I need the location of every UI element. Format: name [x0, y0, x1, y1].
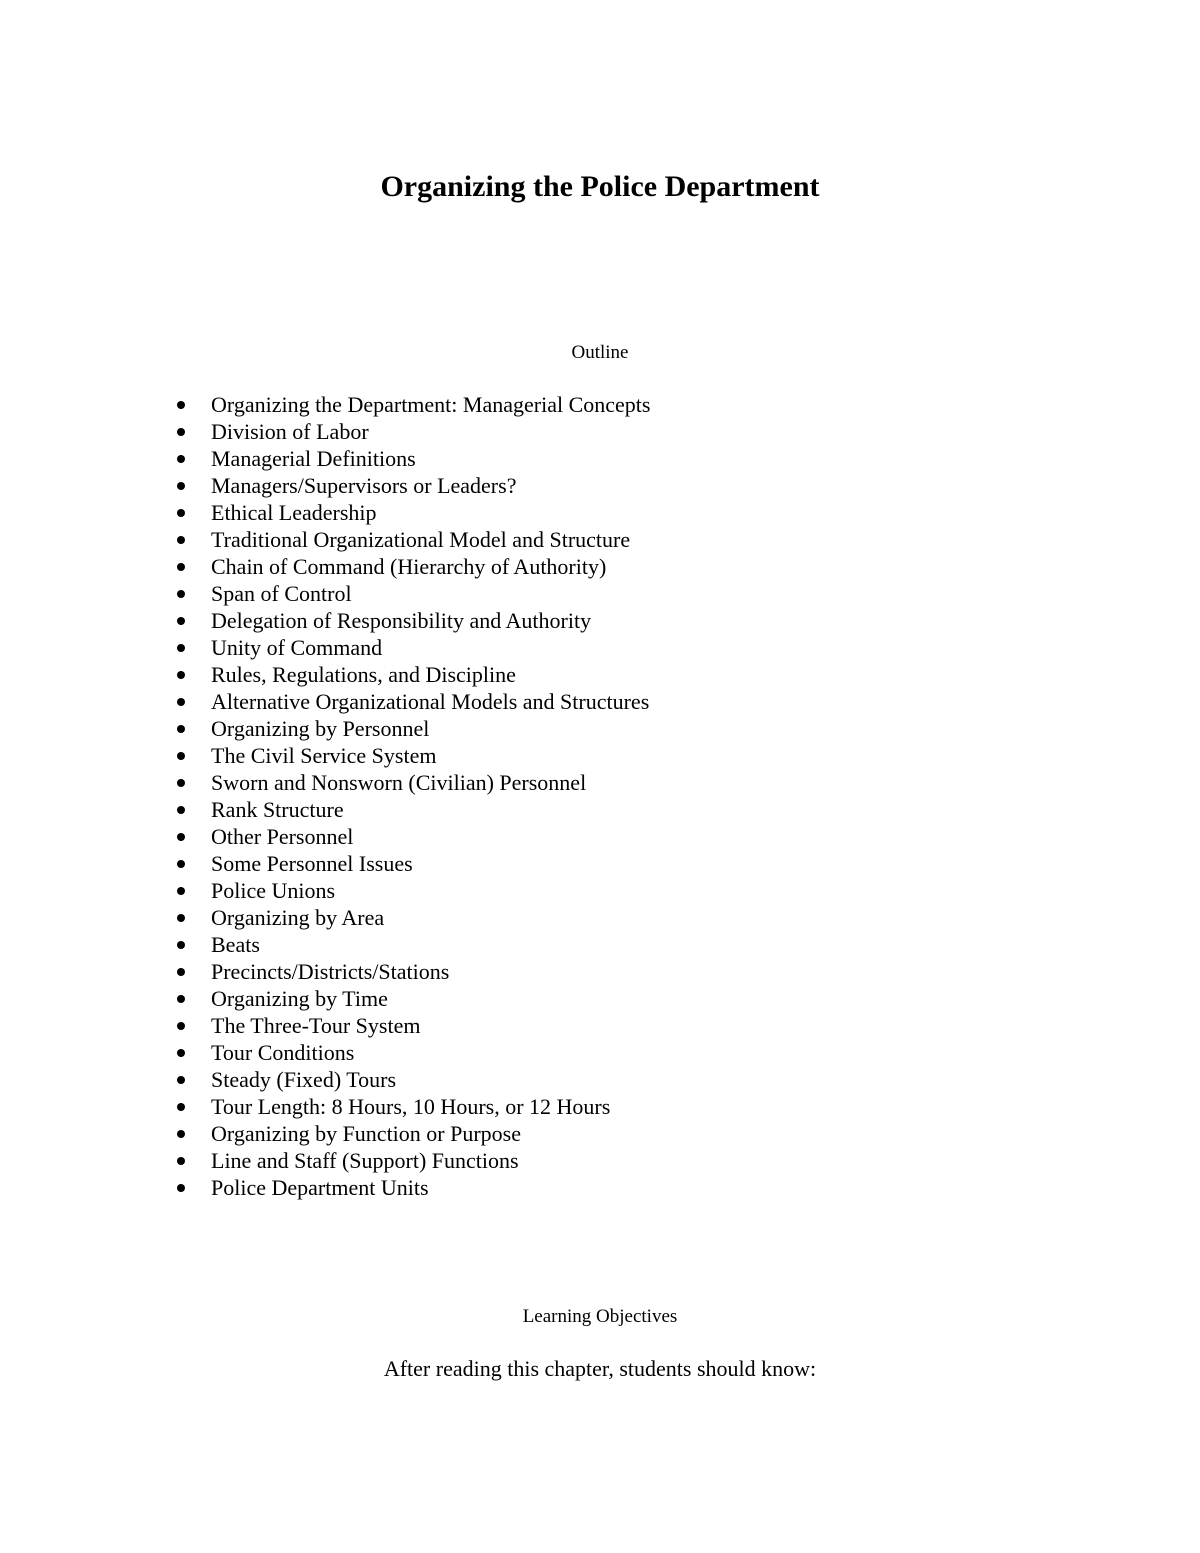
list-item-label: Delegation of Responsibility and Authority	[211, 608, 592, 633]
list-item-label: Traditional Organizational Model and Structure	[211, 527, 631, 552]
list-item-label: Tour Length: 8 Hours, 10 Hours, or 12 Hours	[211, 1094, 611, 1119]
bullet-icon	[177, 1184, 185, 1192]
list-item-label: Managers/Supervisors or Leaders?	[211, 473, 517, 498]
list-item-label: Police Department Units	[211, 1175, 429, 1200]
list-item-label: Span of Control	[211, 581, 352, 606]
list-item-label: Precincts/Districts/Stations	[211, 959, 450, 984]
list-item-label: Other Personnel	[211, 824, 354, 849]
bullet-icon	[177, 887, 185, 895]
bullet-icon	[177, 725, 185, 733]
bullet-icon	[177, 1103, 185, 1111]
list-item-label: The Three-Tour System	[211, 1013, 421, 1038]
bullet-icon	[177, 1076, 185, 1084]
bullet-icon	[177, 914, 185, 922]
bullet-icon	[177, 1130, 185, 1138]
list-item-label: Steady (Fixed) Tours	[211, 1067, 397, 1092]
bullet-icon	[177, 860, 185, 868]
list-item-label: Beats	[211, 932, 260, 957]
list-item-label: Organizing the Department: Managerial Concepts	[211, 392, 651, 417]
bullet-icon	[177, 482, 185, 490]
bullet-icon	[177, 833, 185, 841]
bullet-icon	[177, 590, 185, 598]
bullet-icon	[177, 617, 185, 625]
list-item-label: Ethical Leadership	[211, 500, 377, 525]
list-item-label: Organizing by Personnel	[211, 716, 430, 741]
outline-heading: Outline	[571, 342, 629, 363]
list-item-label: Police Unions	[211, 878, 336, 903]
list-item-label: Rank Structure	[211, 797, 344, 822]
bullet-icon	[177, 779, 185, 787]
bullet-icon	[177, 968, 185, 976]
list-item-label: Alternative Organizational Models and Structures	[211, 689, 650, 714]
bullet-icon	[177, 941, 185, 949]
list-item-label: Tour Conditions	[211, 1040, 355, 1065]
page-title: Organizing the Police Department	[380, 170, 820, 203]
list-item-label: Managerial Definitions	[211, 446, 416, 471]
bullet-icon	[177, 455, 185, 463]
list-item-label: Organizing by Area	[211, 905, 385, 930]
learning-objectives-heading: Learning Objectives	[522, 1306, 678, 1327]
bullet-icon	[177, 1157, 185, 1165]
list-item-label: Organizing by Time	[211, 986, 388, 1011]
bullet-icon	[177, 995, 185, 1003]
list-item-label: Chain of Command (Hierarchy of Authority)	[211, 554, 607, 579]
bullet-icon	[177, 698, 185, 706]
list-item-label: Division of Labor	[211, 419, 369, 444]
learning-objectives-intro: After reading this chapter, students should know:	[383, 1356, 817, 1381]
bullet-icon	[177, 1049, 185, 1057]
list-item-label: Rules, Regulations, and Discipline	[211, 662, 516, 687]
bullet-icon	[177, 752, 185, 760]
bullet-icon	[177, 806, 185, 814]
bullet-icon	[177, 644, 185, 652]
bullet-icon	[177, 401, 185, 409]
bullet-icon	[177, 671, 185, 679]
bullet-icon	[177, 428, 185, 436]
list-item-label: Unity of Command	[211, 635, 383, 660]
list-item-label: Organizing by Function or Purpose	[211, 1121, 522, 1146]
bullet-icon	[177, 1022, 185, 1030]
list-item-label: Line and Staff (Support) Functions	[211, 1148, 519, 1173]
list-item-label: Some Personnel Issues	[211, 851, 413, 876]
bullet-icon	[177, 536, 185, 544]
bullet-icon	[177, 509, 185, 517]
list-item-label: Sworn and Nonsworn (Civilian) Personnel	[211, 770, 587, 795]
bullet-icon	[177, 563, 185, 571]
list-item-label: The Civil Service System	[211, 743, 437, 768]
